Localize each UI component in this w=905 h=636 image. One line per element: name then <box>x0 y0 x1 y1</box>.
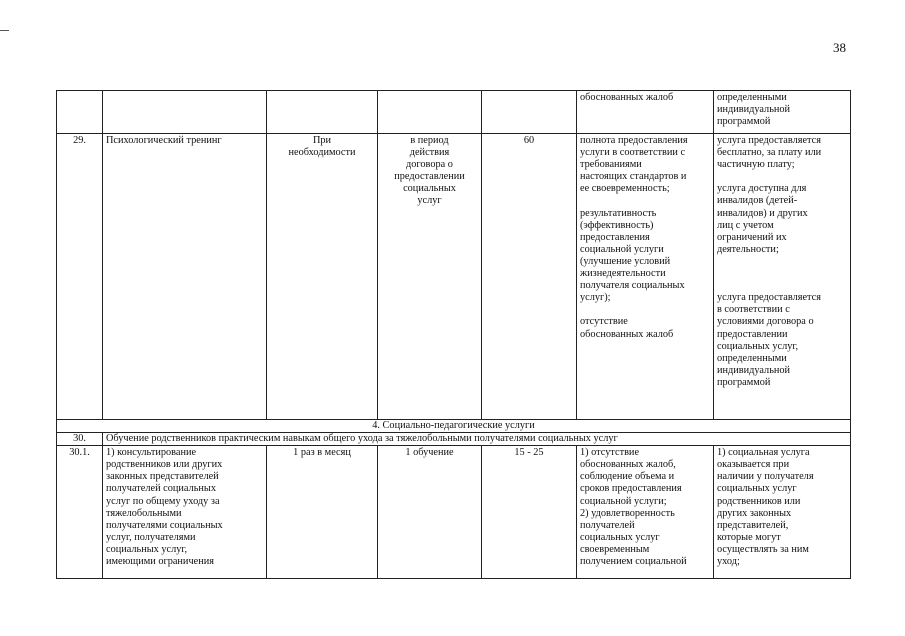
cell-conditions: определенными индивидуальной программой <box>714 91 851 134</box>
cell-num: 30.1. <box>57 446 103 579</box>
cell-conditions: 1) социальная услуга оказывается при наличии у получателя социальных услуг родственников или других законных представителей, которые могут осуществлять за ним уход; <box>714 446 851 579</box>
cell-name <box>103 91 267 134</box>
table-row-continuation <box>57 91 851 134</box>
cell-service-group-title: Обучение родственников практическим навыкам общего ухода за тяжелобольными получателями социальных услуг <box>103 433 851 446</box>
page-number: 38 <box>833 40 846 55</box>
cell-num: 29. <box>57 134 103 420</box>
cell-periodicity <box>267 91 378 134</box>
cell-conditions: услуга предоставляется бесплатно, за плату или частичную плату; услуга доступна для инвалидов (детей- инвалидов) и других лиц с учетом ограничений их деятельности; услуга предоставляется в соответствии с условиями договора о предоставлении социальных услуг, определенными индивидуальной программой <box>714 134 851 420</box>
cell-term <box>378 91 482 134</box>
cell-term: в период действия договора о предоставлении социальных услуг <box>378 134 482 420</box>
table-row-30 <box>57 433 851 446</box>
cell-volume <box>482 91 577 134</box>
cell-num <box>57 91 103 134</box>
table-row-29 <box>57 134 851 420</box>
margin-mark <box>0 30 9 31</box>
section-title: 4. Социально-педагогические услуги <box>57 420 851 433</box>
section-header-row <box>57 420 851 433</box>
cell-indicators: 1) отсутствие обоснованных жалоб, соблюдение объема и сроков предоставления социальной услуги; 2) удовлетворенность получателей социальных услуг своевременным получением социальной <box>577 446 714 579</box>
cell-term: 1 обучение <box>378 446 482 579</box>
cell-periodicity: При необходимости <box>267 134 378 420</box>
cell-volume: 15 - 25 <box>482 446 577 579</box>
cell-periodicity: 1 раз в месяц <box>267 446 378 579</box>
cell-name: 1) консультирование родственников или других законных представителей получателей социальных услуг по общему уходу за тяжелобольными получателями социальных услуг, получателями социальных услуг, имеющими ограничения <box>103 446 267 579</box>
table-row-30-1 <box>57 446 851 579</box>
cell-indicators: обоснованных жалоб <box>577 91 714 134</box>
services-standard-table <box>56 90 851 579</box>
cell-indicators: полнота предоставления услуги в соответствии с требованиями настоящих стандартов и ее своевременность; результативность (эффективность) предоставления социальной услуги (улучшение условий жизнедеятельности получателя социальных услуг); отсутствие обоснованных жалоб <box>577 134 714 420</box>
cell-volume: 60 <box>482 134 577 420</box>
cell-num: 30. <box>57 433 103 446</box>
cell-name: Психологический тренинг <box>103 134 267 420</box>
